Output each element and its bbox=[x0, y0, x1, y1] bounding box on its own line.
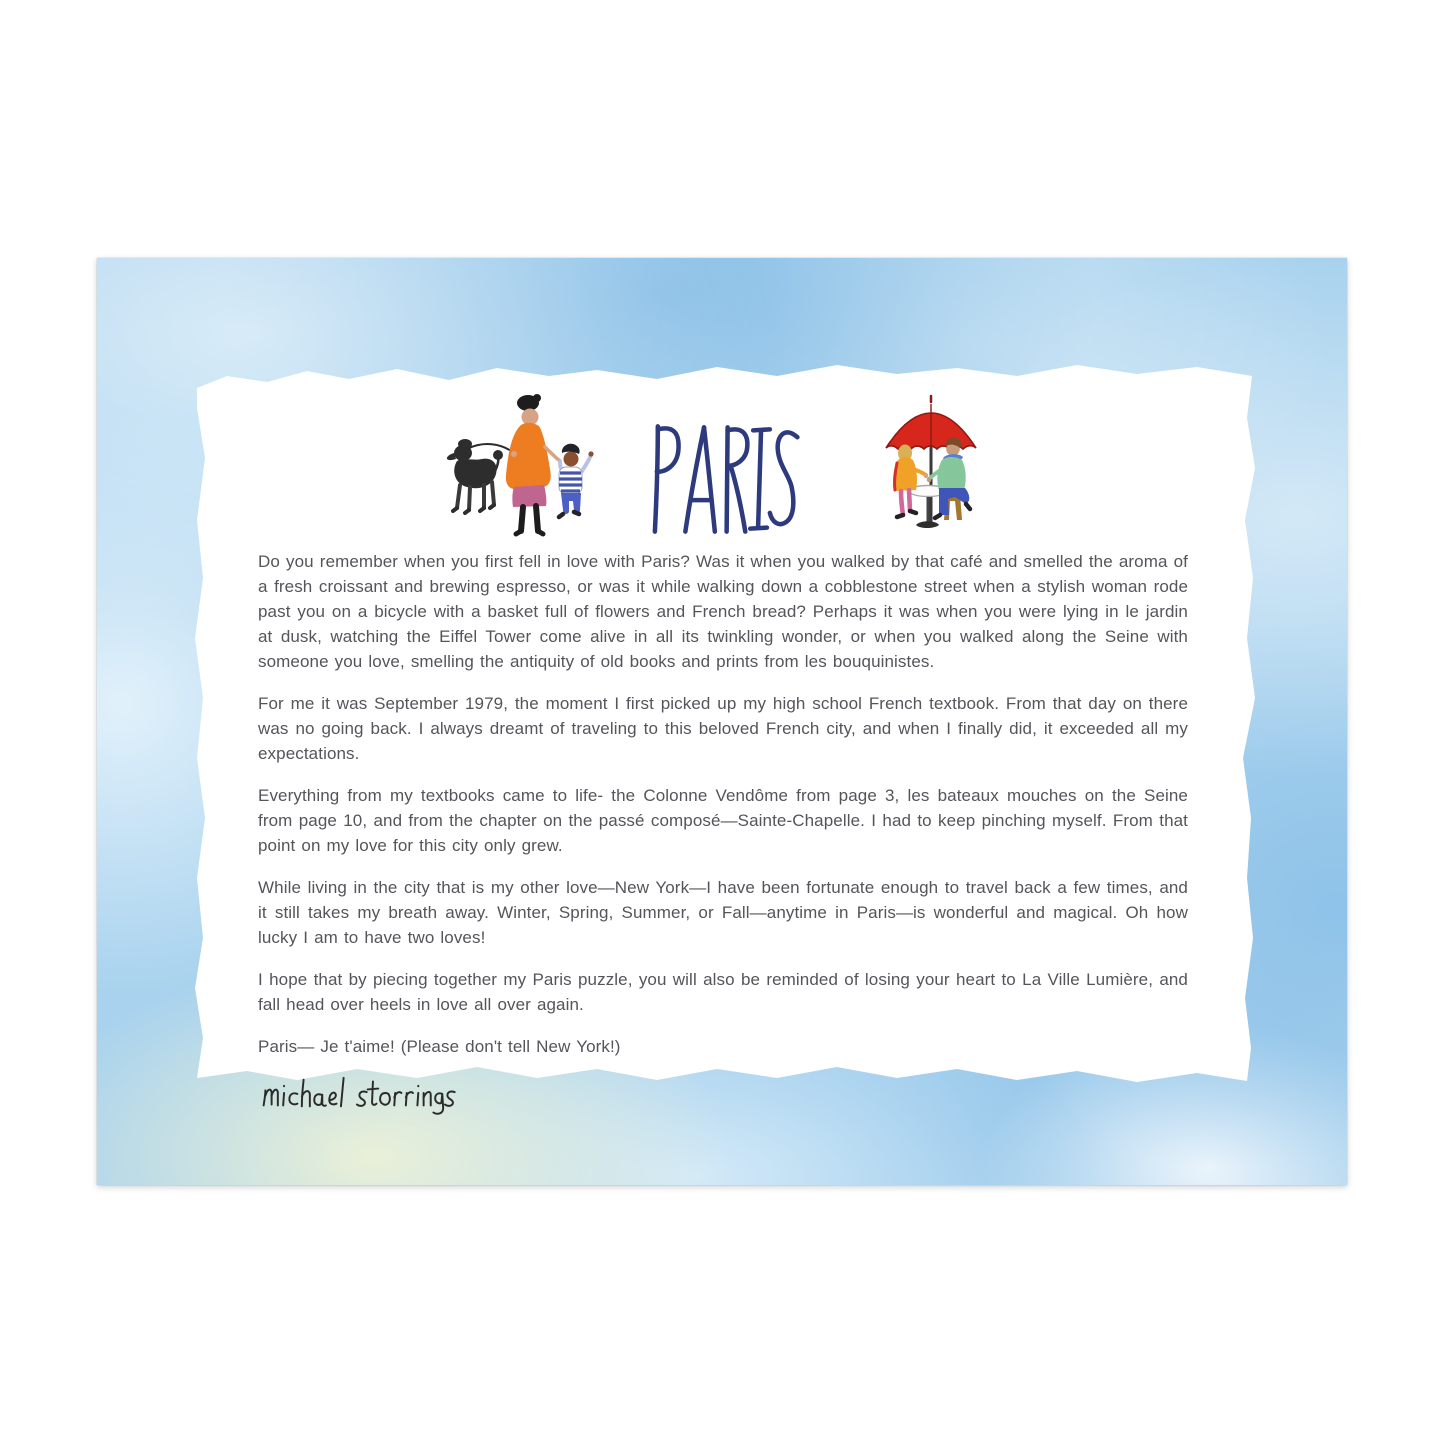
woman-in-orange-cape bbox=[506, 394, 560, 534]
letter-paragraph: Do you remember when you first fell in love with Paris? Was it when you walked by that café and smelled the aroma of a fresh croissant and brewing espresso, or was it while walking down a cobblestone street when a stylish woman rode past you on a bicycle with a basket full of flowers and French bread? Perhaps it was when you were lying in le jardin at dusk, watching the Eiffel Tower come alive in all its twinkling wonder, or when you walked along the Seine with someone you love, smelling the antiquity of old books and prints from les bouquinistes. bbox=[258, 552, 1188, 671]
letter-paragraph: Everything from my textbooks came to life- the Colonne Vendôme from page 3, les bateaux mouches on the Seine from page 10, and from the chapter on the passé composé—Sainte-Chapelle. I had to keep pinching myself. From that point on my love for this city only grew. bbox=[258, 786, 1188, 855]
letter-body bbox=[258, 549, 1188, 1117]
person-left-blonde bbox=[893, 445, 928, 518]
author-signature bbox=[258, 1069, 463, 1117]
person-right-scarf bbox=[927, 437, 970, 520]
poodle-icon bbox=[447, 439, 503, 513]
paris-title-lettering bbox=[648, 419, 820, 538]
letter-signoff: Paris— Je t'aime! (Please don't tell New York!) bbox=[258, 1037, 621, 1056]
letter-paragraph: I hope that by piecing together my Paris puzzle, you will also be reminded of losing your heart to La Ville Lumière, and fall head over heels in love all over again. bbox=[258, 970, 1188, 1014]
woman-walking-poodle-with-child-illustration bbox=[443, 391, 603, 541]
leash bbox=[467, 444, 514, 453]
cafe-table-red-umbrella-illustration bbox=[876, 394, 986, 539]
letter-paragraph: For me it was September 1979, the moment I first picked up my high school French textbook. From that day on there was no going back. I always dreamt of traveling to this beloved French city, and when I finally did, it exceeded all my expectations. bbox=[258, 694, 1188, 763]
child-in-striped-shirt bbox=[559, 444, 594, 517]
watercolor-bordered-card bbox=[97, 258, 1347, 1185]
letter-paragraph: While living in the city that is my other love—New York—I have been fortunate enough to travel back a few times, and it still takes my breath away. Winter, Spring, Summer, or Fall—anytime in Paris—is wonderful and magical. Oh how lucky I am to have two loves! bbox=[258, 878, 1188, 947]
